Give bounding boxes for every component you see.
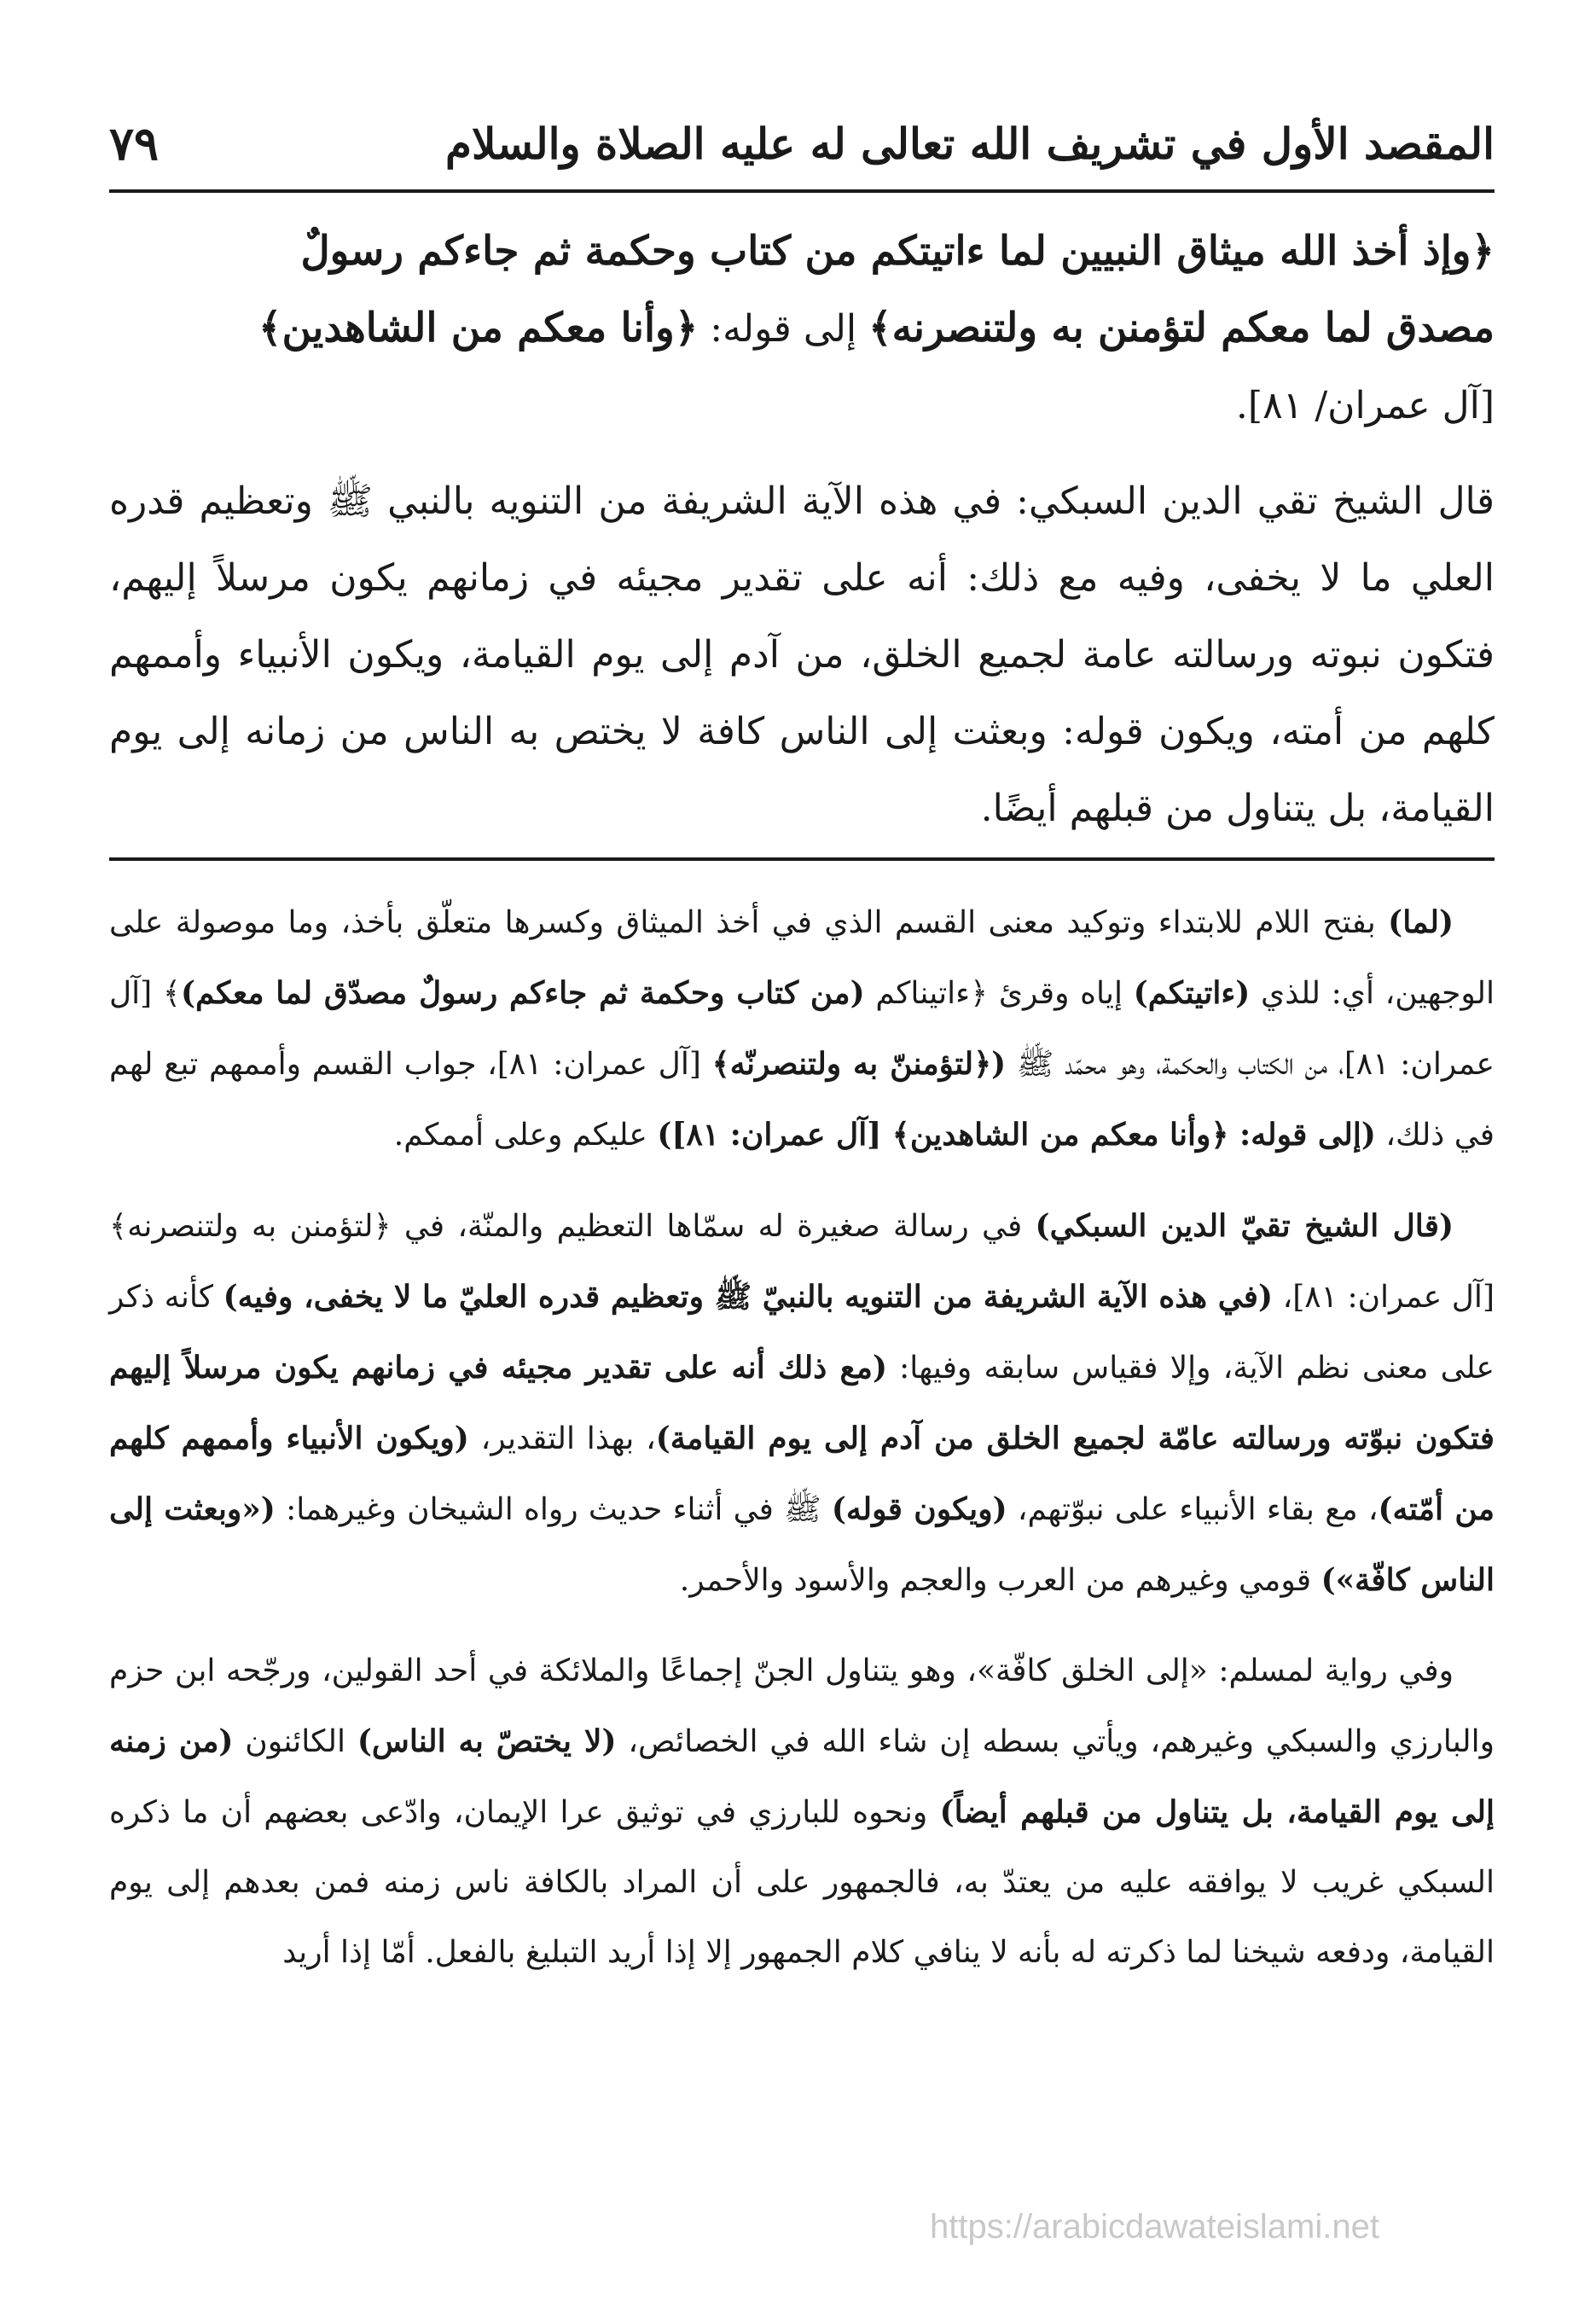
- commentary-text: كأنه ذكر على معنى نظم الآية، وإلا فقياس سابقه وفيها:: [109, 1280, 1495, 1386]
- commentary-text: [آل عمران: ٨١]، جواب القسم وأممهم تبع لهم في ذلك،: [109, 1047, 1495, 1153]
- page-header: [109, 101, 1495, 186]
- commentary-text: إياه وقرئ ﴿ءاتيناكم: [864, 976, 1134, 1011]
- commentary-paragraph-1: [109, 887, 1495, 1171]
- header-divider: [109, 189, 1495, 193]
- main-paragraph: قال الشيخ تقي الدين السبكي: في هذه الآية الشريفة من التنويه بالنبي ﷺ وتعظيم قدره العلي ما لا يخفى، وفيه مع ذلك: أنه على تقدير مجيئه في زمانهم يكون مرسلاً إليهم، فتكون نبوته ورسالته عامة لجميع الخلق، من آدم إلى يوم القيامة، ويكون الأنبياء وأممهم كلهم من أمته، ويكون قوله: وبعثت إلى الناس كافة لا يختص به الناس من زمانه إلى يوم القيامة، بل يتناول من قبلهم أيضًا.: [109, 479, 1495, 830]
- commentary: [109, 887, 1495, 2008]
- commentary-divider: [109, 857, 1495, 861]
- bold-quoted-text: (إلى قوله: ﴿وأنا معكم من الشاهدين﴾ [آل عمران: ٨١]): [657, 1117, 1376, 1153]
- bold-quoted-text: (من كتاب وحكمة ثم جاءكم رسولٌ مصدّق لما معكم): [181, 975, 865, 1011]
- commentary-text: عليكم وعلى أممكم.: [393, 1118, 658, 1153]
- commentary-text: بفتح اللام للابتداء وتوكيد معنى القسم الذي في أخذ الميثاق وكسرها متعلّق بأخذ، وما موصولة على الوجهين، أي: للذي: [109, 905, 1495, 1011]
- commentary-text: الكائنون: [233, 1724, 357, 1759]
- bold-quoted-text: (قال الشيخ تقيّ الدين السبكي): [1035, 1208, 1454, 1244]
- commentary-paragraph-2: [109, 1191, 1495, 1616]
- verse-connector: إلى قوله:: [698, 307, 869, 351]
- verse-reference: [آل عمران/ ٨١].: [1235, 384, 1495, 427]
- bold-quoted-text: (﴿لتؤمننّ به ولتنصرنّه﴾: [711, 1046, 1007, 1082]
- watermark-url: https://arabicdawateislami.net: [930, 2208, 1379, 2246]
- commentary-paragraph-3: [109, 1636, 1495, 1988]
- running-title: المقصد الأول في تشريف الله تعالى له عليه الصلاة والسلام: [444, 118, 1495, 169]
- bold-quoted-text: (من زمنه إلى يوم القيامة، بل يتناول من قبلهم أيضاً): [109, 1723, 1495, 1830]
- commentary-text: في رسالة صغيرة له سمّاها التعظيم والمنّة، في ﴿لتؤمنن به ولتنصرنه﴾ [آل عمران: ٨١]،: [109, 1209, 1495, 1315]
- bold-quoted-text: (في هذه الآية الشريفة من التنويه بالنبيّ ﷺ وتعظيم قدره العليّ ما لا يخفى، وفيه): [223, 1279, 1274, 1315]
- bold-quoted-text: (لا يختصّ به الناس): [357, 1723, 617, 1759]
- commentary-text: وفي رواية لمسلم: «إلى الخلق كافّة»، وهو يتناول الجنّ إجماعًا والملائكة في أحد القولين، ورجّحه ابن حزم والبارزي والسبكي وغيرهم، ويأتي بسطه إن شاء الله في الخصائص،: [109, 1653, 1495, 1759]
- bold-quoted-text: (لما): [1388, 904, 1454, 940]
- bold-quoted-text: (ويكون قوله): [831, 1491, 1007, 1527]
- commentary-text: ، بهذا التقدير،: [468, 1421, 656, 1456]
- quran-verse-part-1: مصدق لما معكم لتؤمنن به ولتنصرنه﴾: [868, 305, 1495, 352]
- commentary-text: ﷺ في أثناء حديث رواه الشيخان وغيرهما:: [275, 1492, 832, 1527]
- commentary-text: قومي وغيرهم من العرب والعجم والأسود والأحمر.: [679, 1563, 1321, 1598]
- bold-quoted-text: (ءاتيتكم): [1133, 975, 1251, 1011]
- main-text: [109, 213, 1495, 847]
- commentary-text: ونحوه للبارزي في توثيق عرا الإيمان، وادّعى بعضهم أن ما ذكره السبكي غريب لا يوافقه عليه من يعتدّ به، فالجمهور على أن المراد بالكافة ناس زمنه فمن بعدهم إلى يوم القيامة، ودفعه شيخنا لما ذكرته له بأنه لا ينافي كلام الجمهور إلا إذا أريد التبليغ بالفعل. أمّا إذا أريد: [109, 1795, 1495, 1970]
- bold-quoted-text: («وبعثت إلى الناس كافّة»): [109, 1491, 1495, 1598]
- commentary-text: ، مع بقاء الأنبياء على نبوّتهم،: [1007, 1492, 1379, 1527]
- quran-verse-line-1: ﴿وإذ أخذ الله ميثاق النبيين لما ءاتيتكم من كتاب وحكمة ثم جاءكم رسولٌ: [300, 228, 1495, 275]
- bold-quoted-text: (ويكون الأنبياء وأممهم كلهم من أمّته): [109, 1421, 1495, 1527]
- page-number: ٧٩: [109, 116, 160, 171]
- bold-quoted-text: (مع ذلك أنه على تقدير مجيئه في زمانهم يكون مرسلاً إليهم فتكون نبوّته ورسالته عامّة لجميع الخلق من آدم إلى يوم القيامة): [109, 1350, 1495, 1456]
- commentary-text: ﴾ [آل عمران: ٨١]، من الكتاب والحكمة، وهو محمّد ﷺ: [109, 976, 1495, 1082]
- quran-verse-line-2: [109, 290, 1495, 368]
- quran-verse-part-2: ﴿وأنا معكم من الشاهدين﴾: [258, 305, 699, 352]
